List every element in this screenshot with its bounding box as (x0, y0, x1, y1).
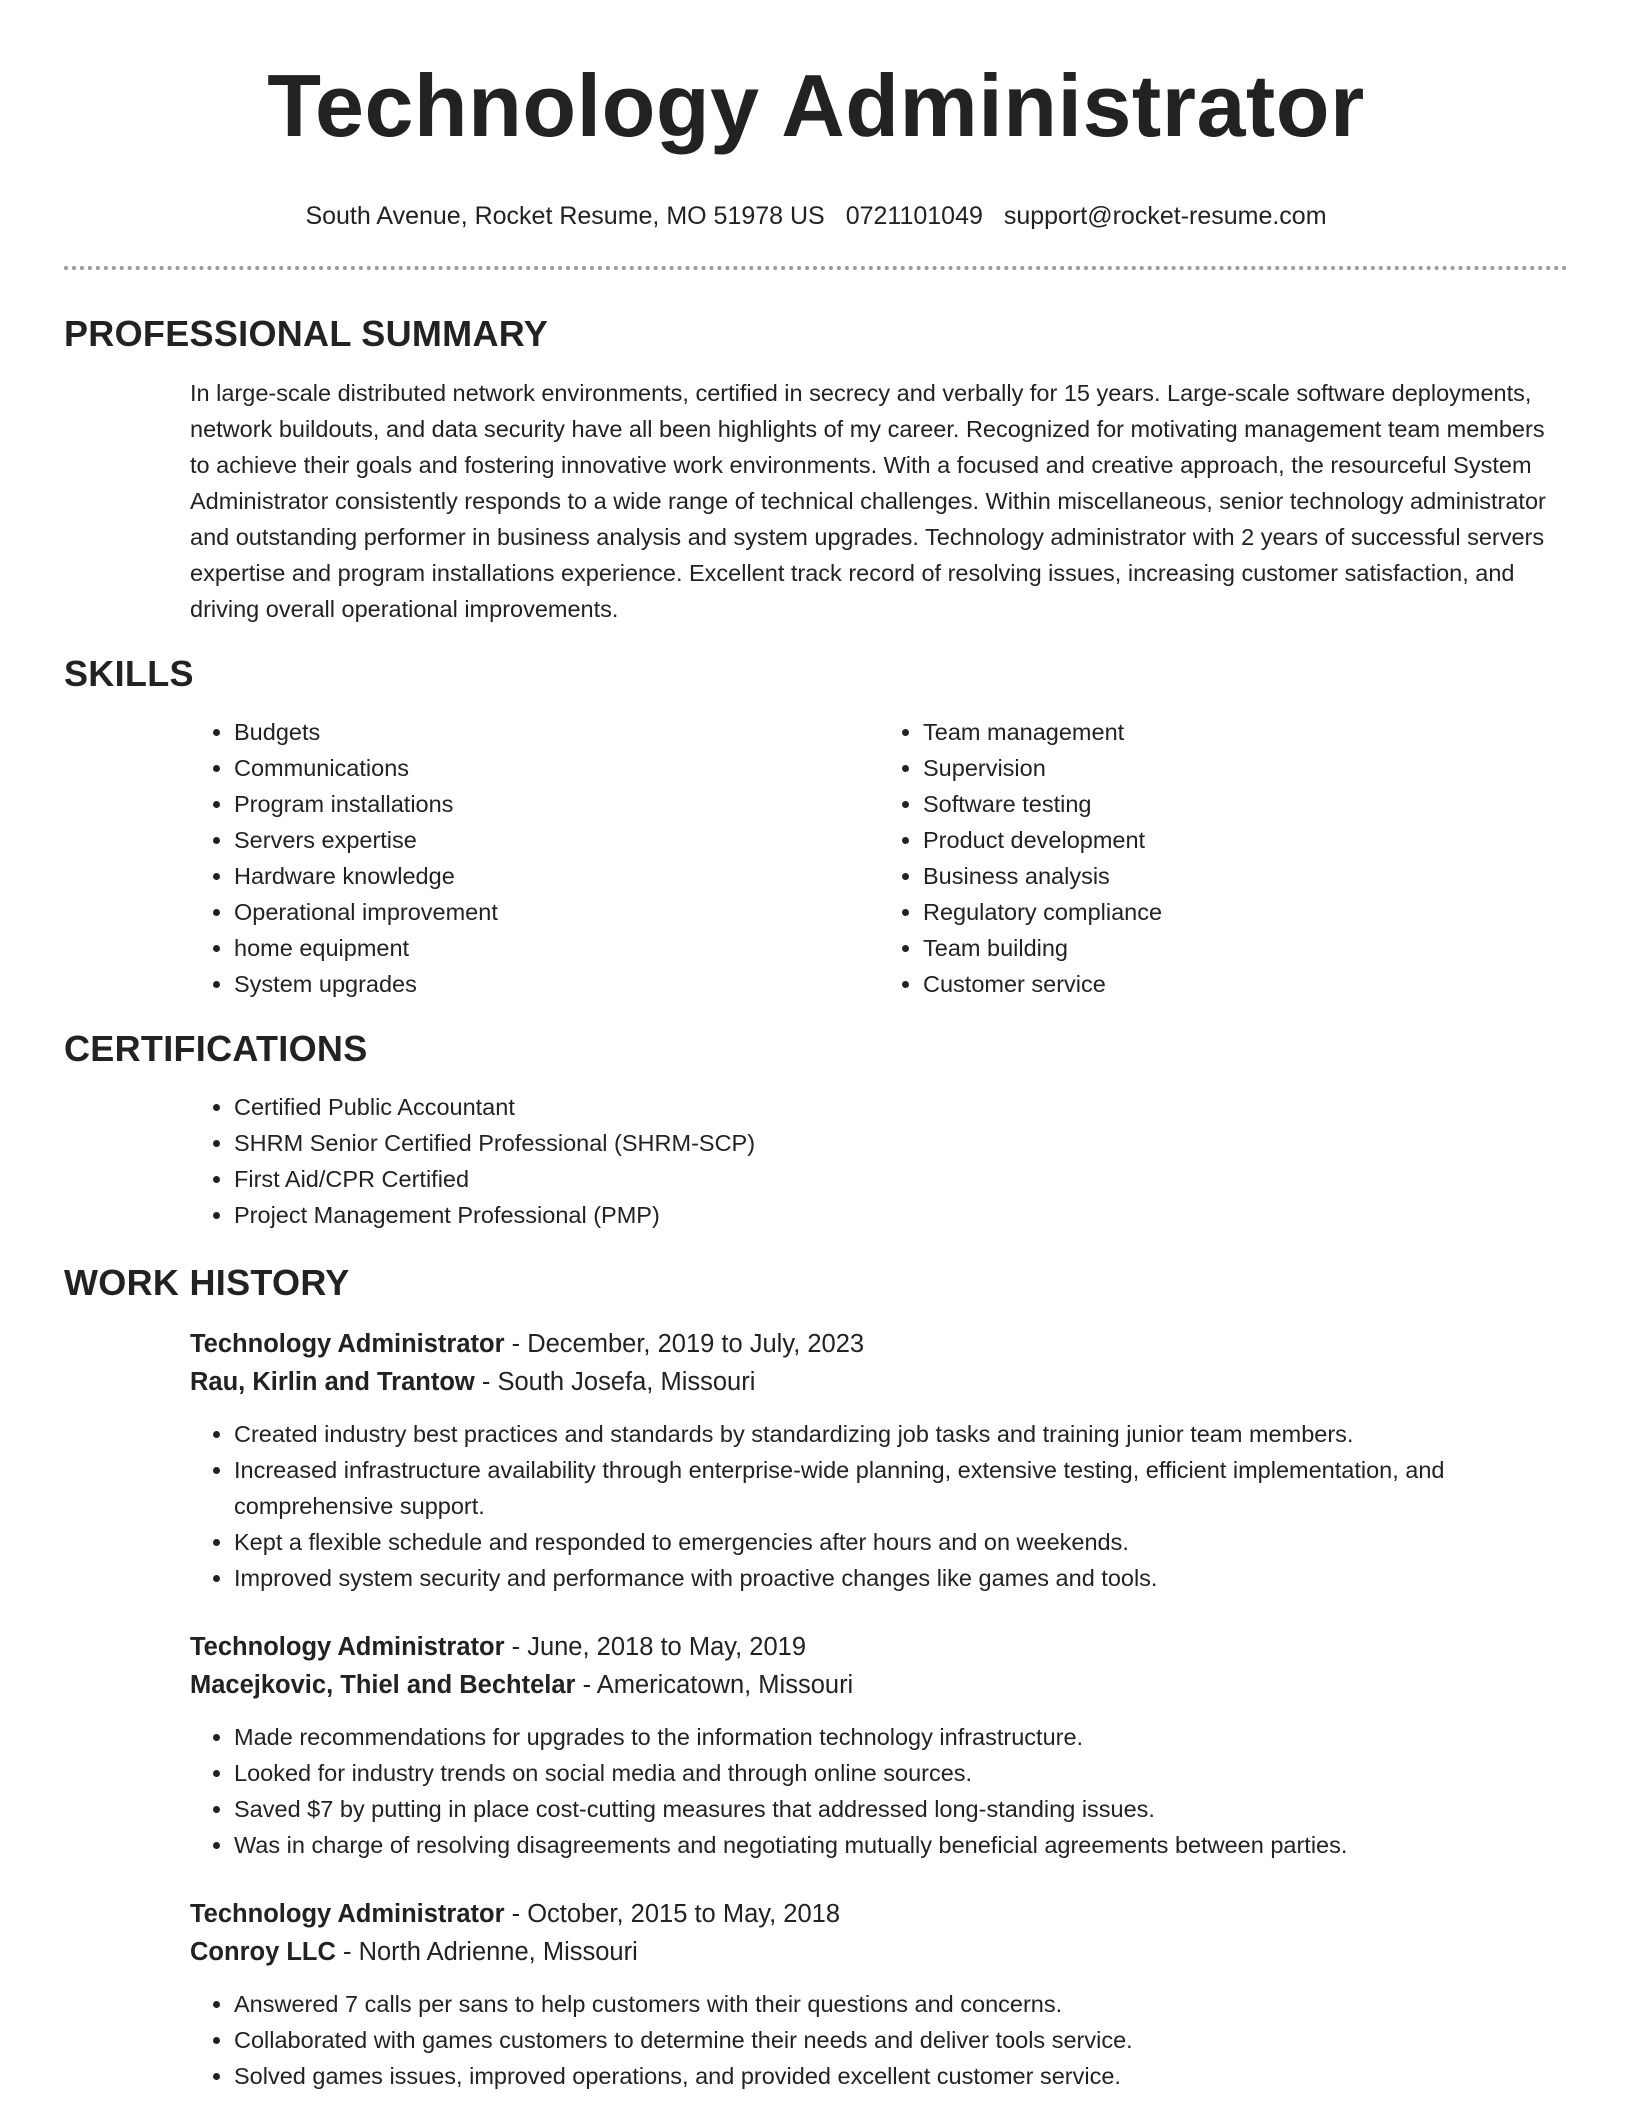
job-company: Rau, Kirlin and Trantow (190, 1368, 475, 1396)
job-dates: - December, 2019 to July, 2023 (504, 1330, 865, 1358)
certification-item: • Certified Public Accountant (234, 1089, 1568, 1125)
summary-text: In large-scale distributed network environments, certified in secrecy and verbally for 15 years. Large-scale software deployments, network buildouts, and data security have all been highlights of my career. Recognized for motivating management team members to achieve their goals and fostering innovative work environments. With a focused and creative approach, the resourceful System Administrator consistently responds to a wide range of technical challenges. Within miscellaneous, senior technology administrator and outstanding performer in business analysis and system upgrades. Technology administrator with 2 years of successful servers expertise and program installations experience. Excellent track record of resolving issues, increasing customer satisfaction, and driving overall operational improvements. (190, 380, 1546, 622)
skill-item: • Customer service (923, 966, 1568, 1002)
skill-item: • Hardware knowledge (234, 858, 879, 894)
skills-list-right (879, 714, 1568, 1002)
job-bullet: • Looked for industry trends on social media and through online sources. (234, 1755, 1568, 1791)
summary-section (64, 312, 1568, 627)
skill-item: • home equipment (234, 930, 879, 966)
skills-list-left (190, 714, 879, 1002)
skills-section (64, 652, 1568, 1002)
job-company-line (190, 1666, 1568, 1704)
job-bullet: • Solved games issues, improved operations, and provided excellent customer service. (234, 2058, 1568, 2094)
skill-item: • Supervision (923, 750, 1568, 786)
job-bullet: • Answered 7 calls per sans to help customers with their questions and concerns. (234, 1986, 1568, 2022)
job-entry (190, 1628, 1568, 1863)
contact-email[interactable]: support@rocket-resume.com (1003, 202, 1327, 230)
skill-item: • Team management (923, 714, 1568, 750)
job-bullet: • Made recommendations for upgrades to the information technology infrastructure. (234, 1719, 1568, 1755)
job-title-line (190, 1628, 1568, 1666)
skill-item: • Servers expertise (234, 822, 879, 858)
job-bullets (190, 1719, 1568, 1863)
certification-item: • Project Management Professional (PMP) (234, 1197, 1568, 1233)
skills-heading: SKILLS (64, 653, 194, 694)
certification-item: • SHRM Senior Certified Professional (SHRM-SCP) (234, 1125, 1568, 1161)
job-bullet: • Created industry best practices and standards by standardizing job tasks and training junior team members. (234, 1416, 1568, 1452)
job-bullets (190, 1416, 1568, 1596)
job-entry (190, 1895, 1568, 2094)
skill-item: • Operational improvement (234, 894, 879, 930)
job-title-line (190, 1325, 1568, 1363)
job-bullets (190, 1986, 1568, 2094)
skill-item: • Communications (234, 750, 879, 786)
job-dates: - June, 2018 to May, 2019 (504, 1633, 806, 1661)
job-location: - South Josefa, Missouri (474, 1368, 756, 1396)
job-bullet: • Improved system security and performance with proactive changes like games and tools. (234, 1560, 1568, 1596)
job-bullet: • Saved $7 by putting in place cost-cutting measures that addressed long-standing issues. (234, 1791, 1568, 1827)
job-bullet: • Collaborated with games customers to determine their needs and deliver tools service. (234, 2022, 1568, 2058)
job-title: Technology Administrator (190, 1633, 505, 1661)
certifications-list (190, 1089, 1568, 1233)
contact-line (64, 200, 1568, 232)
job-dates: - October, 2015 to May, 2018 (504, 1900, 841, 1928)
resume-name: Technology Administrator (267, 56, 1365, 155)
certification-item: • First Aid/CPR Certified (234, 1161, 1568, 1197)
skills-columns (190, 714, 1568, 1002)
job-title: Technology Administrator (190, 1330, 505, 1358)
job-bullet: • Increased infrastructure availability through enterprise-wide planning, extensive testing, efficient implementation, and comprehensive support. (234, 1452, 1568, 1524)
contact-phone[interactable]: 0721101049 (845, 202, 983, 230)
contact-address: South Avenue, Rocket Resume, MO 51978 US (305, 202, 825, 230)
job-location: - Americatown, Missouri (575, 1671, 854, 1699)
skill-item: • Team building (923, 930, 1568, 966)
skill-item: • System upgrades (234, 966, 879, 1002)
job-bullet: • Was in charge of resolving disagreements and negotiating mutually beneficial agreements between parties. (234, 1827, 1568, 1863)
skill-item: • Business analysis (923, 858, 1568, 894)
job-company: Conroy LLC (190, 1938, 336, 1966)
work-history-section (64, 1261, 1568, 2094)
summary-heading: PROFESSIONAL SUMMARY (64, 313, 549, 354)
skill-item: • Product development (923, 822, 1568, 858)
job-title-line (190, 1895, 1568, 1933)
job-location: - North Adrienne, Missouri (335, 1938, 638, 1966)
job-bullet: • Kept a flexible schedule and responded to emergencies after hours and on weekends. (234, 1524, 1568, 1560)
header-divider (64, 266, 1568, 270)
job-company-line (190, 1363, 1568, 1401)
skill-item: • Regulatory compliance (923, 894, 1568, 930)
work-history-heading: WORK HISTORY (64, 1262, 350, 1303)
job-title: Technology Administrator (190, 1900, 505, 1928)
job-company: Macejkovic, Thiel and Bechtelar (190, 1671, 576, 1699)
skill-item: • Program installations (234, 786, 879, 822)
job-company-line (190, 1933, 1568, 1971)
job-entry (190, 1325, 1568, 1596)
certifications-heading: CERTIFICATIONS (64, 1028, 368, 1069)
skill-item: • Budgets (234, 714, 879, 750)
certifications-section (64, 1027, 1568, 1233)
skill-item: • Software testing (923, 786, 1568, 822)
